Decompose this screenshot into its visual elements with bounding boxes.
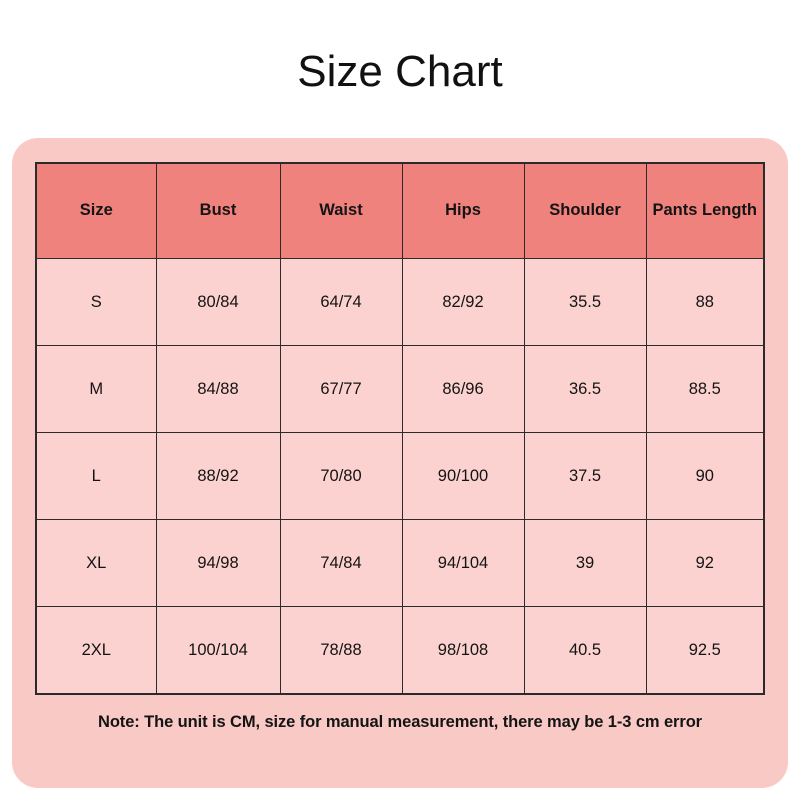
page-title: Size Chart xyxy=(297,47,503,96)
cell-hips: 86/96 xyxy=(402,346,524,433)
cell-shoulder: 37.5 xyxy=(524,433,646,520)
table-row xyxy=(36,346,764,433)
cell-pants-length: 88.5 xyxy=(646,346,764,433)
cell-shoulder: 39 xyxy=(524,520,646,607)
table-row xyxy=(36,259,764,346)
cell-waist: 67/77 xyxy=(280,346,402,433)
cell-size: L xyxy=(36,433,156,520)
table-header xyxy=(36,163,764,259)
cell-waist: 78/88 xyxy=(280,607,402,695)
cell-shoulder: 35.5 xyxy=(524,259,646,346)
measurement-note: Note: The unit is CM, size for manual measurement, there may be 1-3 cm error xyxy=(98,713,702,731)
cell-size: 2XL xyxy=(36,607,156,695)
cell-shoulder: 40.5 xyxy=(524,607,646,695)
cell-hips: 90/100 xyxy=(402,433,524,520)
cell-pants-length: 92 xyxy=(646,520,764,607)
cell-pants-length: 92.5 xyxy=(646,607,764,695)
column-header-pants-length: Pants Length xyxy=(646,163,764,259)
cell-pants-length: 88 xyxy=(646,259,764,346)
cell-waist: 64/74 xyxy=(280,259,402,346)
table-row xyxy=(36,520,764,607)
table-row xyxy=(36,607,764,695)
table-header-row xyxy=(36,163,764,259)
column-header-shoulder: Shoulder xyxy=(524,163,646,259)
cell-pants-length: 90 xyxy=(646,433,764,520)
cell-hips: 98/108 xyxy=(402,607,524,695)
cell-bust: 84/88 xyxy=(156,346,280,433)
cell-bust: 100/104 xyxy=(156,607,280,695)
table-body xyxy=(36,259,764,695)
cell-shoulder: 36.5 xyxy=(524,346,646,433)
table-row xyxy=(36,433,764,520)
cell-bust: 94/98 xyxy=(156,520,280,607)
cell-hips: 94/104 xyxy=(402,520,524,607)
cell-size: M xyxy=(36,346,156,433)
column-header-size: Size xyxy=(36,163,156,259)
column-header-waist: Waist xyxy=(280,163,402,259)
cell-hips: 82/92 xyxy=(402,259,524,346)
cell-waist: 70/80 xyxy=(280,433,402,520)
cell-waist: 74/84 xyxy=(280,520,402,607)
column-header-bust: Bust xyxy=(156,163,280,259)
column-header-hips: Hips xyxy=(402,163,524,259)
cell-bust: 80/84 xyxy=(156,259,280,346)
cell-size: XL xyxy=(36,520,156,607)
cell-size: S xyxy=(36,259,156,346)
size-chart-panel xyxy=(12,138,788,788)
cell-bust: 88/92 xyxy=(156,433,280,520)
size-chart-table xyxy=(35,162,765,695)
